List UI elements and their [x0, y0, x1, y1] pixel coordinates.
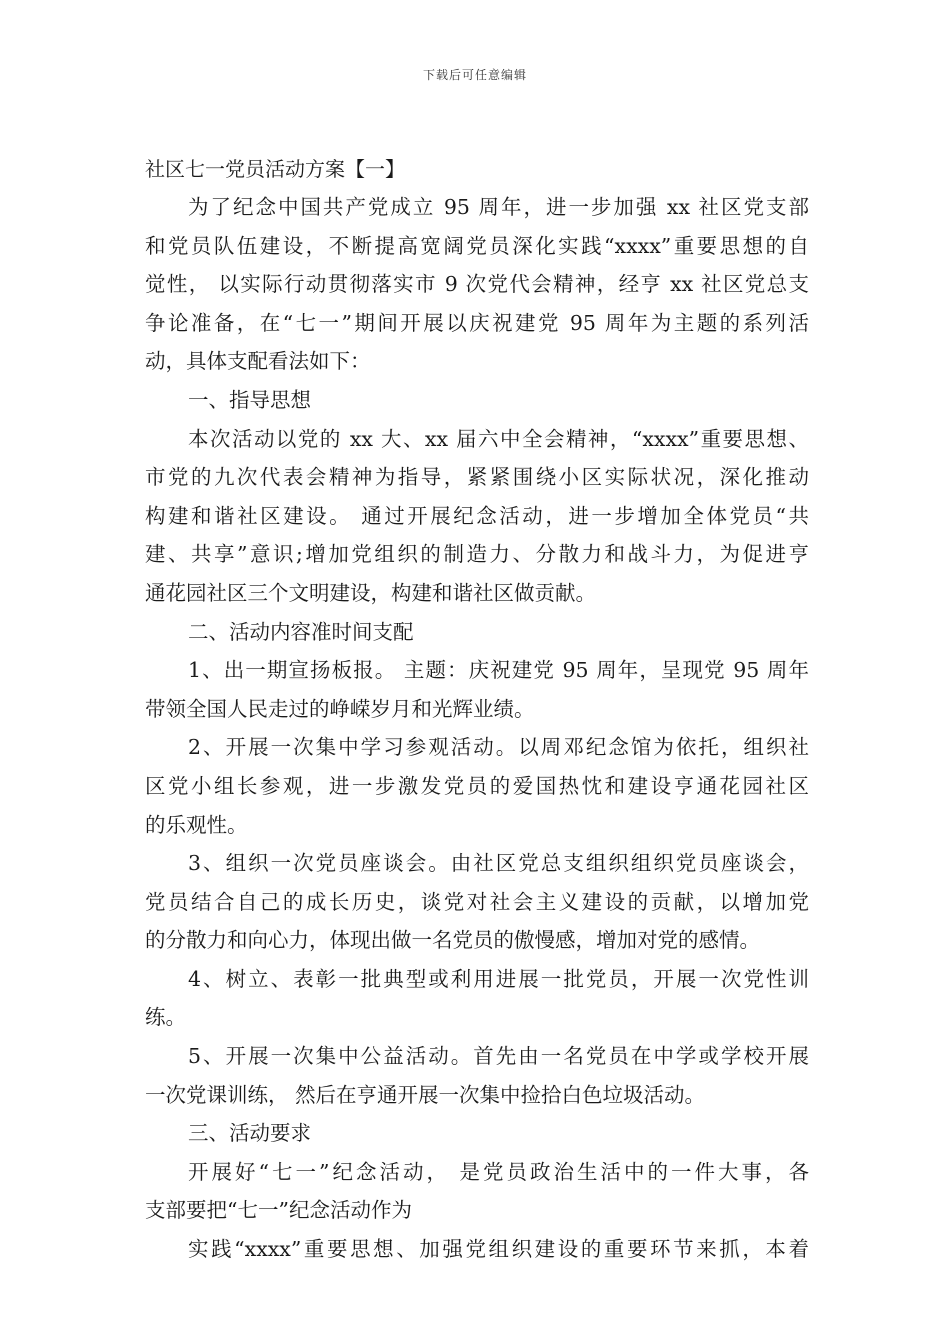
text-line: 1、出一期宣扬板报。 主题：庆祝建党 95 周年，呈现党 95 周年	[188, 658, 809, 683]
text-line: 一次党课训练， 然后在亨通开展一次集中捡拾白色垃圾活动。	[145, 1082, 706, 1107]
text-line: 市党的九次代表会精神为指导，紧紧围绕小区实际状况，深化推动	[145, 465, 809, 490]
text-line: 2、开展一次集中学习参观活动。以周邓纪念馆为依托，组织社	[188, 735, 809, 760]
text-line: 和党员队伍建设，不断提高宽阔党员深化实践“xxxx”重要思想的自	[145, 233, 809, 258]
text-line: 4、树立、表彰一批典型或利用进展一批党员，开展一次党性训	[188, 966, 809, 991]
text-line: 构建和谐社区建设。 通过开展纪念活动，进一步增加全体党员“共	[145, 503, 809, 528]
document-title: 社区七一党员活动方案【一】	[145, 157, 405, 181]
section-heading: 一、指导思想	[188, 387, 311, 412]
text-line: 开展好“七一”纪念活动， 是党员政治生活中的一件大事，各	[188, 1159, 809, 1184]
text-line: 觉性， 以实际行动贯彻落实市 9 次党代会精神，经亨 xx 社区党总支	[145, 272, 809, 297]
text-line: 建、共享”意识;增加党组织的制造力、分散力和战斗力，为促进亨	[145, 542, 809, 567]
section-heading: 三、活动要求	[188, 1121, 311, 1146]
text-line: 实践“xxxx”重要思想、加强党组织建设的重要环节来抓，本着	[188, 1237, 809, 1262]
text-line: 党员结合自己的成长历史，谈党对社会主义建设的贡献，以增加党	[145, 889, 809, 914]
text-line: 通花园社区三个文明建设，构建和谐社区做贡献。	[145, 580, 596, 605]
text-line: 为了纪念中国共产党成立 95 周年，进一步加强 xx 社区党支部	[188, 195, 809, 219]
document-body	[145, 150, 809, 1269]
text-line: 3、组织一次党员座谈会。由社区党总支组织组织党员座谈会，	[188, 851, 809, 876]
text-line: 的乐观性。	[145, 812, 248, 837]
text-line: 练。	[145, 1005, 186, 1030]
text-line: 动，具体支配看法如下：	[145, 349, 371, 374]
page-header: 下载后可任意编辑	[422, 68, 527, 82]
text-line: 带领全国人民走过的峥嵘岁月和光辉业绩。	[145, 696, 535, 721]
text-line: 争论准备，在“七一”期间开展以庆祝建党 95 周年为主题的系列活	[145, 310, 809, 335]
section-heading: 二、活动内容准时间支配	[188, 619, 414, 644]
text-line: 5、开展一次集中公益活动。首先由一名党员在中学或学校开展	[188, 1044, 809, 1069]
text-line: 的分散力和向心力，体现出做一名党员的傲慢感，增加对党的感情。	[145, 928, 760, 953]
text-line: 区党小组长参观，进一步激发党员的爱国热忱和建设亨通花园社区	[145, 773, 809, 798]
text-line: 支部要把“七一”纪念活动作为	[145, 1198, 412, 1223]
text-line: 本次活动以党的 xx 大、xx 届六中全会精神，“xxxx”重要思想、	[188, 426, 809, 451]
